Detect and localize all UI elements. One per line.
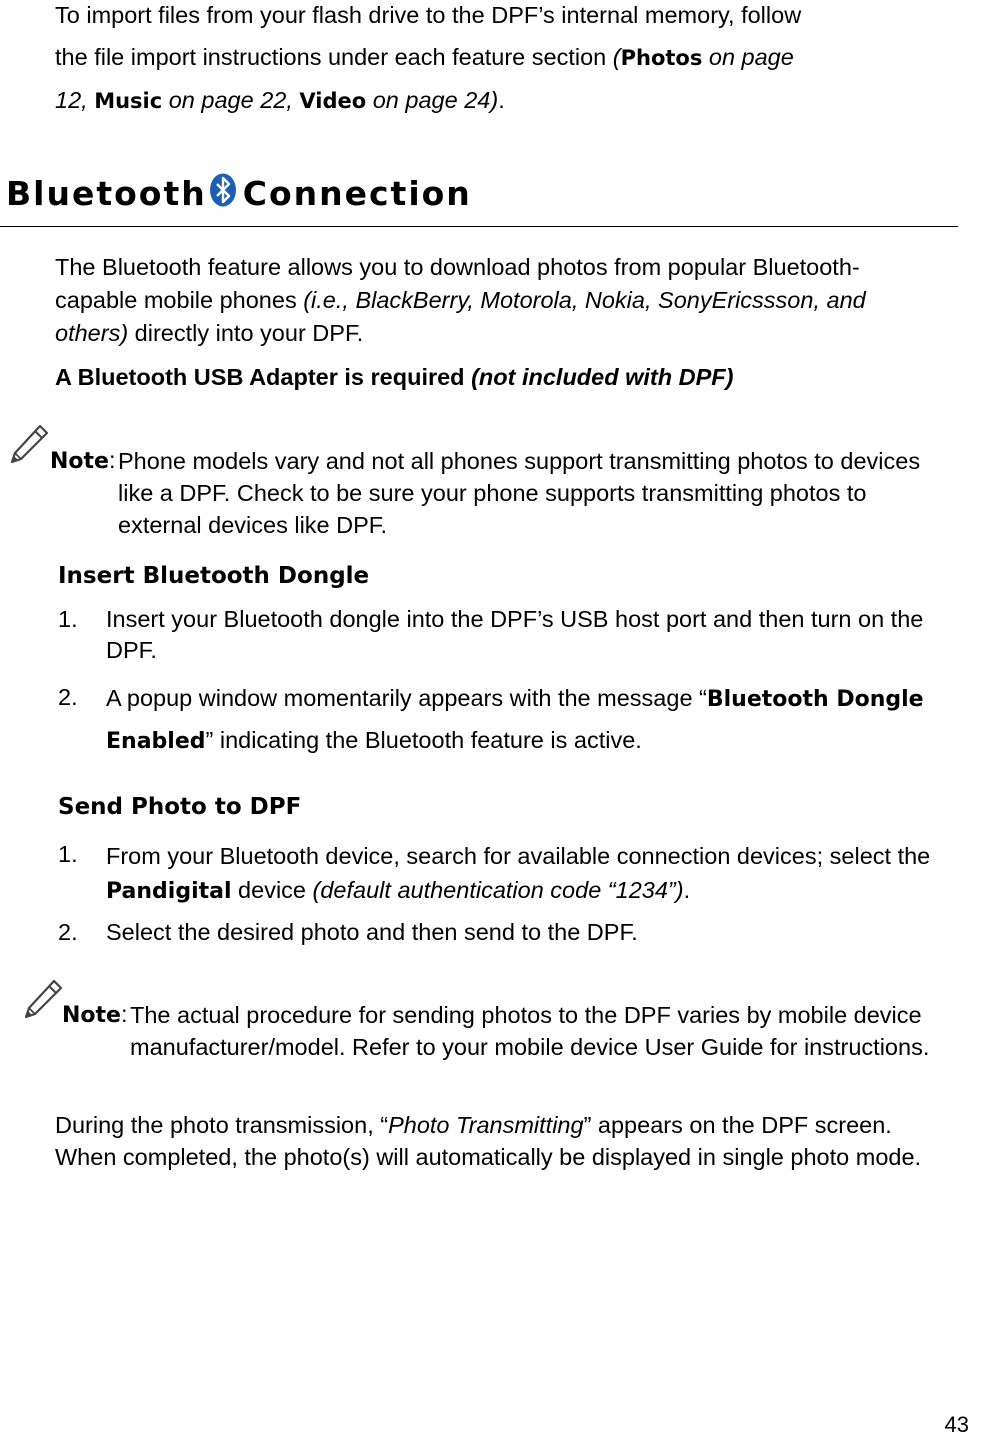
intro-line-1: To import files from your flash drive to the DPF’s internal memory, follow	[55, 2, 802, 28]
heading-connection: Connection	[242, 174, 472, 213]
note-2-word: Note	[62, 1003, 121, 1028]
music-link: Music	[94, 89, 163, 113]
bluetooth-icon	[209, 173, 237, 207]
insert-step-1-number: 1.	[58, 606, 78, 632]
photos-page-ref: on page	[702, 44, 794, 70]
requirement-text: A Bluetooth USB Adapter is required	[55, 364, 472, 390]
description-text-end: directly into your DPF.	[128, 320, 364, 346]
page-number: 43	[944, 1412, 969, 1437]
pandigital-device: Pandigital	[106, 879, 232, 904]
video-link: Video	[299, 89, 367, 113]
intro-line-3	[55, 79, 955, 122]
photo-transmitting-message: Photo Transmitting	[388, 1112, 584, 1138]
note-2-text: The actual procedure for sending photos to the DPF varies by mobile device manufacturer/model. Refer to your mobile device User Guide for instructions.	[130, 1002, 930, 1060]
pencil-icon	[20, 977, 64, 1021]
send-step-1-text: From your Bluetooth device, search for available connection devices; select the	[106, 843, 931, 869]
authentication-code: (default authentication code “1234”)	[312, 877, 684, 903]
photos-page-num: 12,	[55, 87, 95, 113]
note-1-label	[50, 447, 116, 474]
send-step-2-number: 2.	[58, 919, 78, 945]
open-paren: (	[612, 44, 621, 70]
heading-bluetooth: Bluetooth	[6, 174, 207, 213]
send-step-1-end: .	[683, 877, 691, 903]
intro-period: .	[498, 87, 505, 113]
note-1-word: Note	[50, 449, 109, 474]
send-step-1-number: 1.	[58, 841, 78, 867]
pencil-icon	[6, 422, 50, 466]
section-heading	[6, 172, 472, 216]
description-paragraph	[55, 251, 905, 350]
requirement-line	[55, 362, 733, 393]
description-text: The Bluetooth feature allows you to download photos from popular Bluetooth-capable mobile phones	[55, 254, 860, 313]
insert-step-2-text-end: ” indicating the Bluetooth feature is active.	[205, 727, 642, 753]
insert-step-2-text: A popup window momentarily appears with the message “	[106, 685, 707, 711]
intro-line-2-text: the file import instructions under each feature section	[55, 44, 613, 70]
insert-step-1: Insert your Bluetooth dongle into the DPF’s USB host port and then turn on the DPF.	[106, 606, 924, 663]
closing-paragraph	[55, 1109, 945, 1173]
heading-rule	[0, 226, 958, 227]
requirement-italic: (not included with DPF)	[471, 364, 734, 390]
send-photo-title: Send Photo to DPF	[58, 794, 302, 820]
note-1-text: Phone models vary and not all phones support transmitting photos to devices like a DPF. Check to be sure your phone supports transmitting photos to external devices like DPF.	[118, 448, 921, 538]
insert-step-2-number: 2.	[58, 684, 78, 710]
description-italic: (i.e., BlackBerry, Motorola, Nokia, SonyEricssson, and others)	[55, 287, 866, 346]
music-page-ref: on page 22,	[162, 87, 300, 113]
send-step-2: Select the desired photo and then send to the DPF.	[106, 919, 638, 945]
insert-step-2	[106, 678, 956, 762]
intro-paragraph	[55, 0, 955, 122]
insert-dongle-title: Insert Bluetooth Dongle	[58, 563, 370, 589]
closing-text-end: ” appears on the DPF screen. When completed, the photo(s) will automatically be displayed in single photo mode.	[55, 1112, 922, 1170]
intro-line-2	[55, 36, 955, 79]
send-step-1	[106, 839, 986, 909]
closing-text: During the photo transmission, “	[55, 1112, 389, 1138]
dongle-enabled-message: Bluetooth Dongle Enabled	[106, 687, 924, 754]
note-2-colon: :	[120, 1001, 128, 1027]
send-step-1-device: device	[231, 877, 313, 903]
photos-link: Photos	[620, 46, 703, 70]
video-page-ref: on page 24)	[366, 87, 499, 113]
note-2-label	[62, 1001, 128, 1028]
note-1-colon: :	[108, 447, 116, 473]
